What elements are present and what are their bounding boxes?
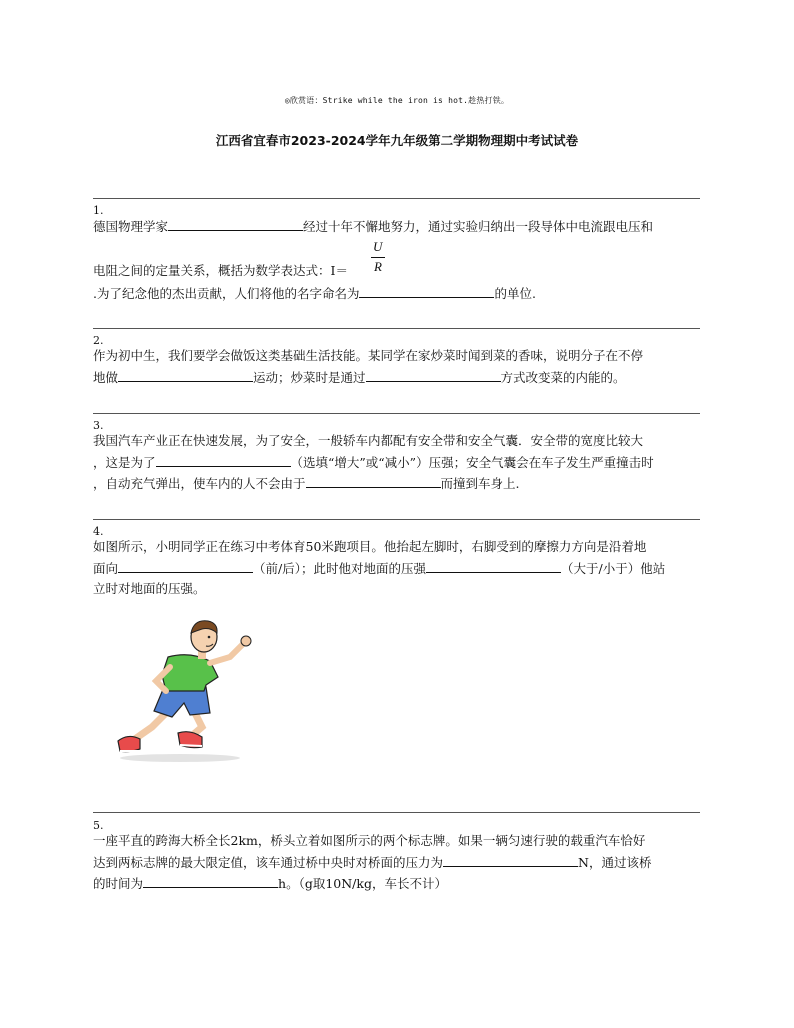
question-line bbox=[93, 454, 654, 471]
divider-3 bbox=[93, 413, 700, 414]
question-line: 电阻之间的定量关系，概括为数学表达式：I＝ bbox=[93, 263, 348, 278]
question-text: 经过十年不懈地努力，通过实验归纳出一段导体中电流跟电压和 bbox=[303, 219, 654, 234]
question-line bbox=[93, 875, 447, 892]
question-line: 如图所示，小明同学正在练习中考体育50米跑项目。他抬起左脚时，右脚受到的摩擦力方向是沿着地 bbox=[93, 539, 647, 554]
divider-4 bbox=[93, 519, 700, 520]
motto: ◎欣赏语：Strike while the iron is hot.趁热打铁。 bbox=[284, 96, 510, 105]
question-text: （前/后）；此时他对地面的压强 bbox=[253, 561, 426, 576]
question-text: 面向 bbox=[93, 561, 119, 576]
question-text: h。（g取10N/kg，车长不计） bbox=[278, 876, 447, 891]
question-text: （大于/小于）他站 bbox=[560, 561, 666, 576]
question-text: N，通过该桥 bbox=[578, 855, 652, 870]
question-text: 方式改变菜的内能的。 bbox=[500, 370, 626, 385]
question-text: ，这是为了 bbox=[93, 455, 156, 470]
question-text: 的单位. bbox=[494, 286, 536, 301]
divider-5 bbox=[93, 812, 700, 813]
question-line bbox=[93, 285, 536, 302]
answer-blank[interactable] bbox=[306, 475, 441, 488]
question-text: 运动；炒菜时是通过 bbox=[253, 370, 366, 385]
question-text: 德国物理学家 bbox=[93, 219, 169, 234]
fraction-bar bbox=[371, 257, 385, 258]
answer-blank[interactable] bbox=[118, 369, 253, 382]
answer-blank[interactable] bbox=[366, 369, 501, 382]
question-line bbox=[93, 369, 626, 386]
answer-blank[interactable] bbox=[426, 560, 561, 573]
divider-1 bbox=[93, 198, 700, 199]
question-text: ，自动充气弹出，使车内的人不会由于 bbox=[93, 476, 306, 491]
ground-shadow bbox=[120, 754, 240, 762]
answer-blank[interactable] bbox=[168, 218, 303, 231]
question-text: 达到两标志牌的最大限定值，该车通过桥中央时对桥面的压力为 bbox=[93, 855, 444, 870]
answer-blank[interactable] bbox=[156, 454, 291, 467]
back-shoe bbox=[118, 736, 140, 751]
answer-blank[interactable] bbox=[143, 875, 278, 888]
question-number: 2. bbox=[93, 334, 104, 347]
question-number: 1. bbox=[93, 204, 104, 217]
answer-blank[interactable] bbox=[359, 285, 494, 298]
divider-2 bbox=[93, 328, 700, 329]
question-line: 立时对地面的压强。 bbox=[93, 581, 206, 596]
question-number: 5. bbox=[93, 819, 104, 832]
question-line bbox=[93, 475, 520, 492]
running-boy-illustration bbox=[110, 615, 270, 765]
question-line bbox=[93, 218, 653, 235]
question-line: 作为初中生，我们要学会做饭这类基础生活技能。某同学在家炒菜时闻到菜的香味，说明分子在不停 bbox=[93, 348, 644, 363]
fraction-numerator: U bbox=[373, 239, 383, 254]
question-text: 而撞到车身上. bbox=[440, 476, 520, 491]
question-line: 我国汽车产业正在快速发展，为了安全，一般轿车内都配有安全带和安全气囊．安全带的宽度比较大 bbox=[93, 433, 644, 448]
question-line bbox=[93, 560, 665, 577]
answer-blank[interactable] bbox=[118, 560, 253, 573]
fraction-denominator: R bbox=[374, 259, 382, 274]
answer-blank[interactable] bbox=[443, 854, 578, 867]
question-text: .为了纪念他的杰出贡献，人们将他的名字命名为 bbox=[93, 286, 360, 301]
question-text: （选填“增大”或“减小”）压强；安全气囊会在车子发生严重撞击时 bbox=[290, 455, 654, 470]
question-number: 3. bbox=[93, 419, 104, 432]
question-text: 地做 bbox=[93, 370, 119, 385]
question-number: 4. bbox=[93, 525, 104, 538]
question-text: 的时间为 bbox=[93, 876, 144, 891]
question-line bbox=[93, 854, 651, 871]
page-title: 江西省宜春市2023-2024学年九年级第二学期物理期中考试试卷 bbox=[215, 133, 579, 148]
question-line: 一座平直的跨海大桥全长2km，桥头立着如图所示的两个标志牌。如果一辆匀速行驶的载重汽车恰好 bbox=[93, 833, 646, 848]
